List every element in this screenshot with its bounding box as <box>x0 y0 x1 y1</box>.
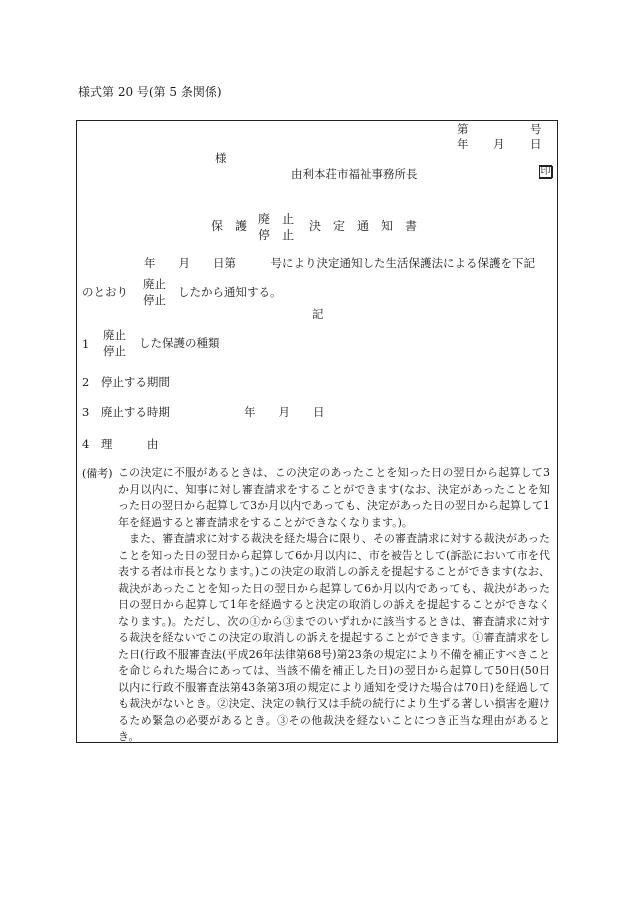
body-line2-prefix: のとおり <box>82 285 128 299</box>
item3-text: 3 廃止する時期 <box>82 405 170 419</box>
nen-label: 年 <box>457 137 469 151</box>
go-label: 号 <box>530 122 542 136</box>
item3-date: 年 月 日 <box>244 405 325 419</box>
seal-mark <box>539 165 552 179</box>
notes-body <box>118 465 550 746</box>
body-line1: 年 月 日第 号により決定通知した生活保護法による保護を下記 <box>144 256 535 270</box>
tsuki-label: 月 <box>493 137 505 151</box>
body-line2-suffix: したから通知する。 <box>178 285 282 299</box>
notes-paragraph-2: また、審査請求に対する裁決を経た場合に限り、その審査請求に対する裁決があったことを知った日の翌日から起算して6か月以内に、市を被告として(訴訟において市を代表する者は市長となります。)この決定の取消しの訴えを提起することができます(なお、裁決があったことを知った日の翌日から起算して6か月以内であっても、裁決があった日の翌日から起算して1年を経過すると決定の取消しの訴えを提起することができなくなります。)。ただし、次の①から③までのいずれかに該当するときは、審査請求に対する裁決を経ないでこの決定の取消しの訴えを提起することができます。①審査請求をした日(行政不服審査法(平成26年法律第68号)第23条の規定により不備を補正すべきことを命じられた場合にあっては、当該不備を補正した日)の翌日から起算して50日(50日以内に行政不服審査法第43条第3項の規定により通知を受けた場合は70日)を経過しても裁決がないとき。②決定、決定の執行又は手続の続行により生ずる著しい損害を避けるため緊急の必要があるとき。③その他裁決を経ないことにつき正当な理由があるとき。 <box>118 532 550 743</box>
item1-text: した保護の種類 <box>139 336 220 350</box>
notes-label: (備考) <box>82 467 113 480</box>
body-option-teishi: 停止 <box>143 292 166 307</box>
title-option-stack <box>258 211 294 243</box>
seal-text: 印 <box>540 166 551 177</box>
title-hogo: 保 護 <box>211 219 248 233</box>
title-rest: 決 定 通 知 書 <box>309 219 418 233</box>
item1-option-teishi: 停止 <box>103 343 126 358</box>
item4-text: 4 理 由 <box>82 437 159 451</box>
item1-number: 1 <box>82 337 90 351</box>
addressee-sama: 様 <box>215 151 227 165</box>
body-option-stack <box>143 277 166 308</box>
title-option-teishi: 停 止 <box>258 228 295 243</box>
item1-option-haishi: 廃止 <box>103 328 126 342</box>
ki-label: 記 <box>312 307 324 321</box>
form-label: 様式第 20 号(第 5 条関係) <box>78 85 222 99</box>
hi-label: 日 <box>530 137 542 151</box>
notes-paragraph-1: この決定に不服があるときは、この決定のあったことを知った日の翌日から起算して3か月以内に、知事に対し審査請求をすることができます(なお、決定があったことを知った日の翌日から起算して3か月以内であっても、決定があった日の翌日から起算して1年を経過すると審査請求をすることができなくなります。)。 <box>118 466 550 529</box>
item2-text: 2 停止する期間 <box>82 375 170 389</box>
body-option-haishi: 廃止 <box>143 277 166 291</box>
dai-label: 第 <box>457 122 469 136</box>
title-option-haishi: 廃 止 <box>258 212 295 226</box>
issuer-name: 由利本荘市福祉事務所長 <box>291 167 418 181</box>
item1-option-stack <box>103 328 126 359</box>
